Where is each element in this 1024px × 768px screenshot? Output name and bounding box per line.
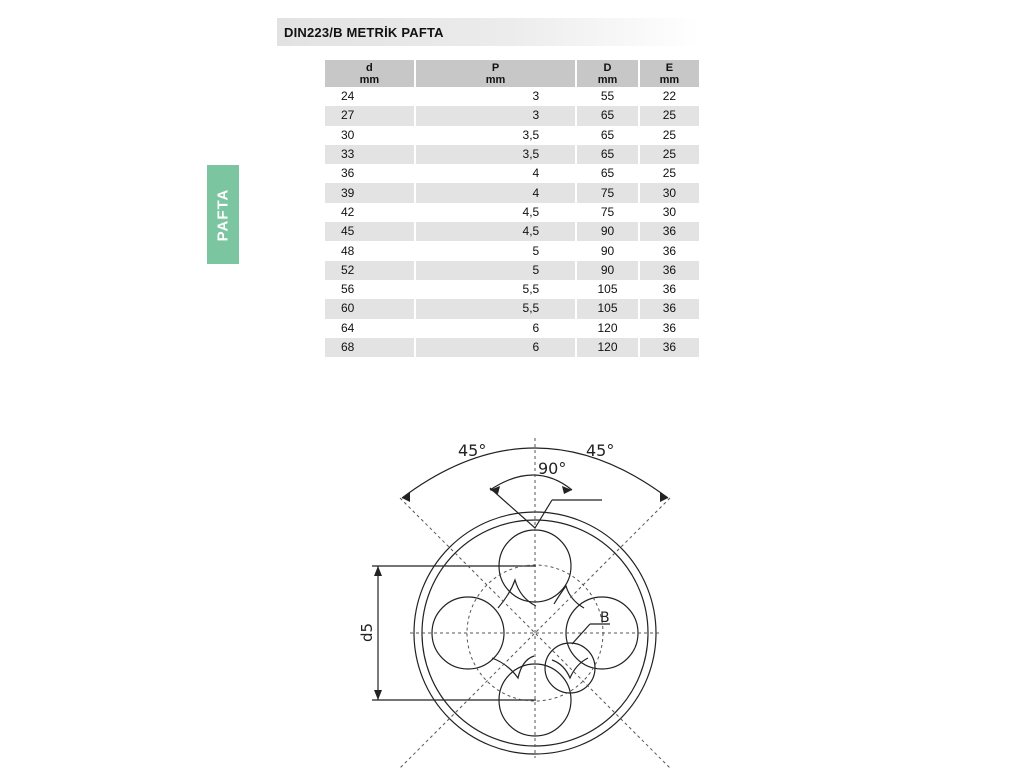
angle-right-label: 45° (586, 441, 615, 460)
table-cell: 90 (577, 261, 638, 280)
column-unit: mm (359, 73, 380, 86)
table-cell: 120 (577, 338, 638, 357)
column-unit: mm (597, 73, 618, 86)
table-cell: 30 (662, 204, 677, 219)
table-cell: 36 (662, 243, 677, 258)
column-name: D (603, 61, 612, 74)
table-cell: 42 (341, 204, 355, 219)
title-bar (277, 18, 701, 46)
table-cell: 5,5 (522, 282, 540, 297)
table-cell: 52 (325, 261, 414, 280)
table-cell: 4 (416, 183, 575, 202)
table-cell: 90 (577, 222, 638, 241)
table-cell: 22 (662, 89, 677, 104)
table-row (325, 261, 699, 280)
table-cell: 55 (600, 89, 615, 104)
side-tab-label: PAFTA (214, 188, 232, 241)
table-row (325, 203, 699, 222)
table-cell: 4 (532, 166, 540, 181)
table-cell: 4,5 (416, 222, 575, 241)
table-row (325, 338, 699, 357)
angle-top-label: 90° (538, 459, 567, 478)
label-d5: d5 (358, 622, 376, 642)
side-tab[interactable] (207, 165, 239, 264)
column-name: E (665, 61, 674, 74)
table-cell: 45 (325, 222, 414, 241)
angle-left-label: 45° (458, 441, 487, 460)
table-cell: 24 (341, 89, 355, 104)
table-cell: 36 (640, 261, 699, 280)
table-row (325, 126, 699, 145)
arc-outer (402, 448, 668, 498)
table-cell: 39 (325, 183, 414, 202)
tooth-bottom-left (492, 656, 534, 678)
table-cell: 4,5 (522, 204, 540, 219)
table-row (325, 183, 699, 202)
column-header-P (416, 60, 575, 87)
table-cell: 6 (416, 338, 575, 357)
page-title: DIN223/B METRİK PAFTA (284, 25, 444, 40)
table-cell: 25 (662, 127, 677, 142)
table-row (325, 164, 699, 183)
table-cell: 65 (577, 106, 638, 125)
table-cell: 105 (577, 299, 638, 318)
table-cell: 36 (341, 166, 355, 181)
table-cell: 3,5 (522, 127, 540, 142)
column-name: d (366, 61, 373, 74)
table-cell: 25 (662, 166, 677, 181)
table-cell: 5 (416, 261, 575, 280)
table-cell: 65 (577, 145, 638, 164)
table-cell: 56 (341, 282, 355, 297)
top-notch (490, 488, 552, 528)
table-row (325, 222, 699, 241)
table-row (325, 241, 699, 260)
die-diagram (340, 428, 680, 768)
table-cell: 30 (341, 127, 355, 142)
table-cell: 5 (532, 243, 540, 258)
table-cell: 3 (532, 89, 540, 104)
table-cell: 25 (640, 145, 699, 164)
table-body (325, 87, 699, 357)
table-cell: 33 (325, 145, 414, 164)
column-header-d (325, 60, 414, 87)
table-row (325, 319, 699, 338)
table-cell: 75 (577, 183, 638, 202)
table-cell: 36 (662, 282, 677, 297)
table-cell: 48 (341, 243, 355, 258)
table-cell: 65 (600, 127, 615, 142)
label-b: B (600, 610, 610, 626)
table-cell: 65 (600, 166, 615, 181)
table-cell: 5,5 (416, 299, 575, 318)
table-cell: 36 (640, 222, 699, 241)
table-cell: 36 (640, 338, 699, 357)
table-cell: 64 (341, 320, 355, 335)
spec-table (323, 60, 701, 357)
table-cell: 36 (662, 320, 677, 335)
table-cell: 27 (325, 106, 414, 125)
table-cell: 105 (597, 282, 618, 297)
column-header-D (577, 60, 638, 87)
table-row (325, 87, 699, 106)
column-unit: mm (485, 73, 506, 86)
column-unit: mm (659, 73, 680, 86)
tooth-top-right (554, 586, 584, 608)
table-cell: 68 (325, 338, 414, 357)
table-cell: 75 (600, 204, 615, 219)
table-cell: 6 (532, 320, 540, 335)
column-header-E (640, 60, 699, 87)
table-cell: 25 (640, 106, 699, 125)
table-cell: 120 (597, 320, 618, 335)
table-row (325, 145, 699, 164)
table-cell: 60 (325, 299, 414, 318)
table-cell: 30 (640, 183, 699, 202)
table-cell: 36 (640, 299, 699, 318)
column-name: P (491, 61, 500, 74)
table-cell: 3 (416, 106, 575, 125)
table-row (325, 299, 699, 318)
table-cell: 90 (600, 243, 615, 258)
table-row (325, 280, 699, 299)
table-header-row (325, 60, 699, 87)
table-row (325, 106, 699, 125)
table-cell: 3,5 (416, 145, 575, 164)
